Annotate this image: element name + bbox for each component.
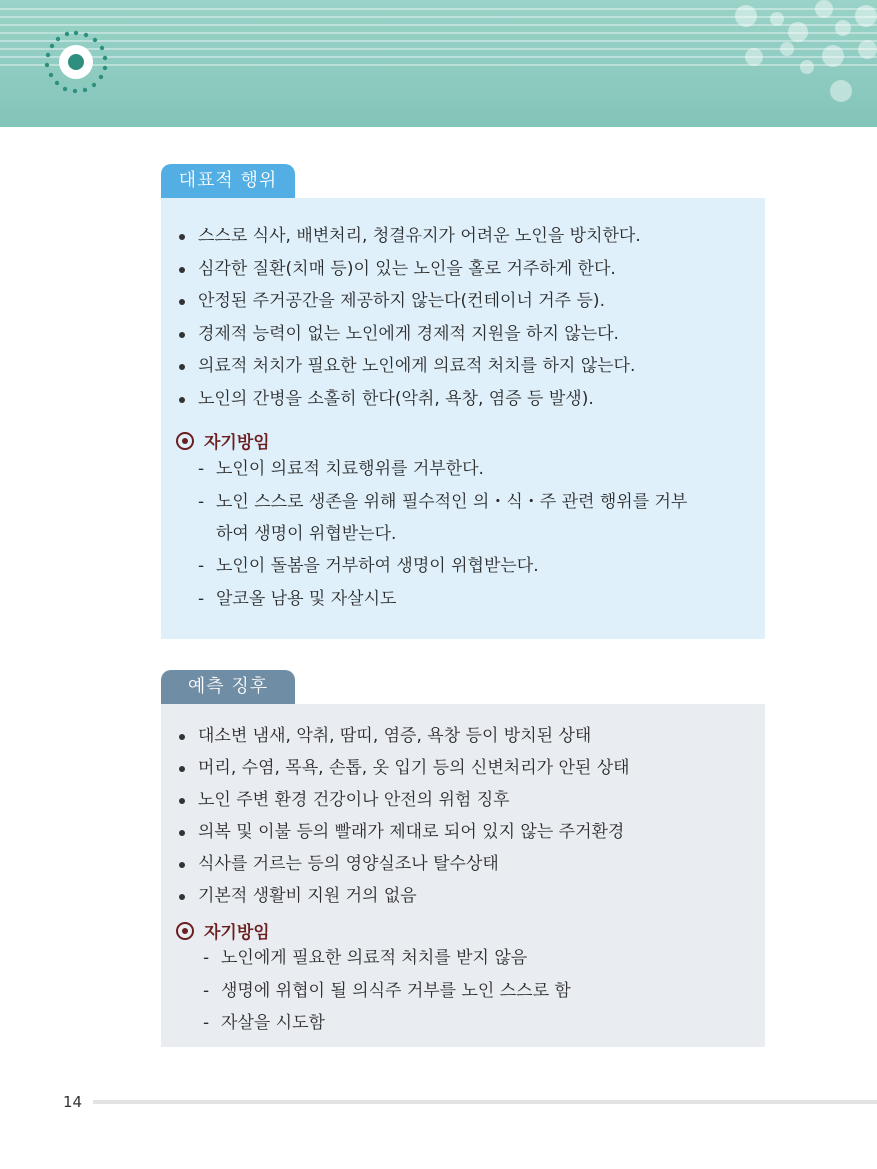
decor-bubble (835, 20, 851, 36)
self-neglect-heading-label: 자기방임 (204, 433, 270, 453)
self-neglect-list (198, 459, 687, 621)
list-item: 식사를 거르는 등의 영양실조나 탈수상태 (161, 854, 630, 875)
dotted-ring-logo-icon (44, 30, 108, 94)
list-item: 머리, 수염, 목욕, 손톱, 옷 입기 등의 신변처리가 안된 상태 (161, 758, 630, 779)
list-item-text: 노인에게 필요한 의료적 처치를 받지 않음 (221, 948, 528, 968)
list-item (198, 556, 687, 577)
list-item-text: 노인이 의료적 치료행위를 거부한다. (216, 459, 484, 479)
self-neglect-heading (176, 428, 270, 453)
dash-marker: - (203, 1013, 210, 1034)
dash-marker: - (198, 588, 205, 609)
list-item: 경제적 능력이 없는 노인에게 경제적 지원을 하지 않는다. (161, 324, 641, 345)
dash-marker: - (198, 491, 205, 512)
list-item (203, 981, 571, 1002)
decor-bubble (815, 0, 833, 18)
list-item: 의료적 처치가 필요한 노인에게 의료적 처치를 하지 않는다. (161, 356, 641, 377)
decor-bubble (770, 12, 784, 26)
list-item (203, 1013, 571, 1034)
list-item-text: 노인이 돌봄을 거부하여 생명이 위협받는다. (216, 556, 539, 577)
list-item: 기본적 생활비 지원 거의 없음 (161, 886, 630, 907)
dash-marker: - (203, 980, 210, 1001)
list-item-continuation: 하여 생명이 위협받는다. (216, 523, 397, 544)
target-circle-icon (176, 432, 194, 450)
list-item (198, 589, 687, 610)
list-item-text: 생명에 위협이 될 의식주 거부를 노인 스스로 함 (221, 980, 571, 1001)
page-number: 14 (63, 1093, 83, 1111)
section-title-representative-acts: 대표적 행위 (161, 164, 295, 198)
list-item (203, 948, 571, 969)
list-item: 노인 주변 환경 건강이나 안전의 위험 징후 (161, 790, 630, 811)
decor-bubble (780, 42, 794, 56)
page-header-band (0, 0, 877, 127)
representative-acts-panel (161, 198, 765, 639)
list-item: 스스로 식사, 배변처리, 청결유지가 어려운 노인을 방치한다. (161, 226, 641, 247)
section-title-predictive-signs: 예측 징후 (161, 670, 295, 704)
representative-acts-list (161, 226, 641, 422)
list-item: 대소변 냄새, 악취, 땀띠, 염증, 욕창 등이 방치된 상태 (161, 726, 630, 747)
decor-bubble (735, 5, 757, 27)
decor-bubble (830, 80, 852, 102)
decor-bubble (745, 48, 763, 66)
dash-marker: - (198, 556, 205, 577)
list-item: 노인의 간병을 소홀히 한다(악취, 욕창, 염증 등 발생). (161, 389, 641, 410)
self-neglect-list (203, 948, 571, 1046)
list-item-text: 노인 스스로 생존을 위해 필수적인 의・식・주 관련 행위를 거부 (216, 491, 688, 512)
predictive-signs-panel (161, 704, 765, 1047)
list-item: 심각한 질환(치매 등)이 있는 노인을 홀로 거주하게 한다. (161, 259, 641, 280)
list-item-text: 알코올 남용 및 자살시도 (216, 588, 397, 609)
footer-rule (93, 1100, 877, 1104)
decor-bubble (822, 45, 844, 67)
dash-marker: - (198, 459, 205, 479)
self-neglect-heading (176, 918, 270, 943)
list-item-text: 자살을 시도함 (221, 1013, 325, 1034)
decor-bubble (800, 60, 814, 74)
list-item: 안정된 주거공간을 제공하지 않는다(컨테이너 거주 등). (161, 291, 641, 312)
decor-bubble (788, 22, 808, 42)
list-item (198, 459, 687, 480)
dash-marker: - (203, 948, 210, 968)
target-circle-icon (176, 922, 194, 940)
list-item: 의복 및 이불 등의 빨래가 제대로 되어 있지 않는 주거환경 (161, 822, 630, 843)
predictive-signs-list (161, 726, 630, 918)
list-item (198, 492, 687, 545)
self-neglect-heading-label: 자기방임 (204, 923, 270, 943)
decor-bubble (858, 40, 877, 59)
decor-bubble (855, 5, 877, 27)
